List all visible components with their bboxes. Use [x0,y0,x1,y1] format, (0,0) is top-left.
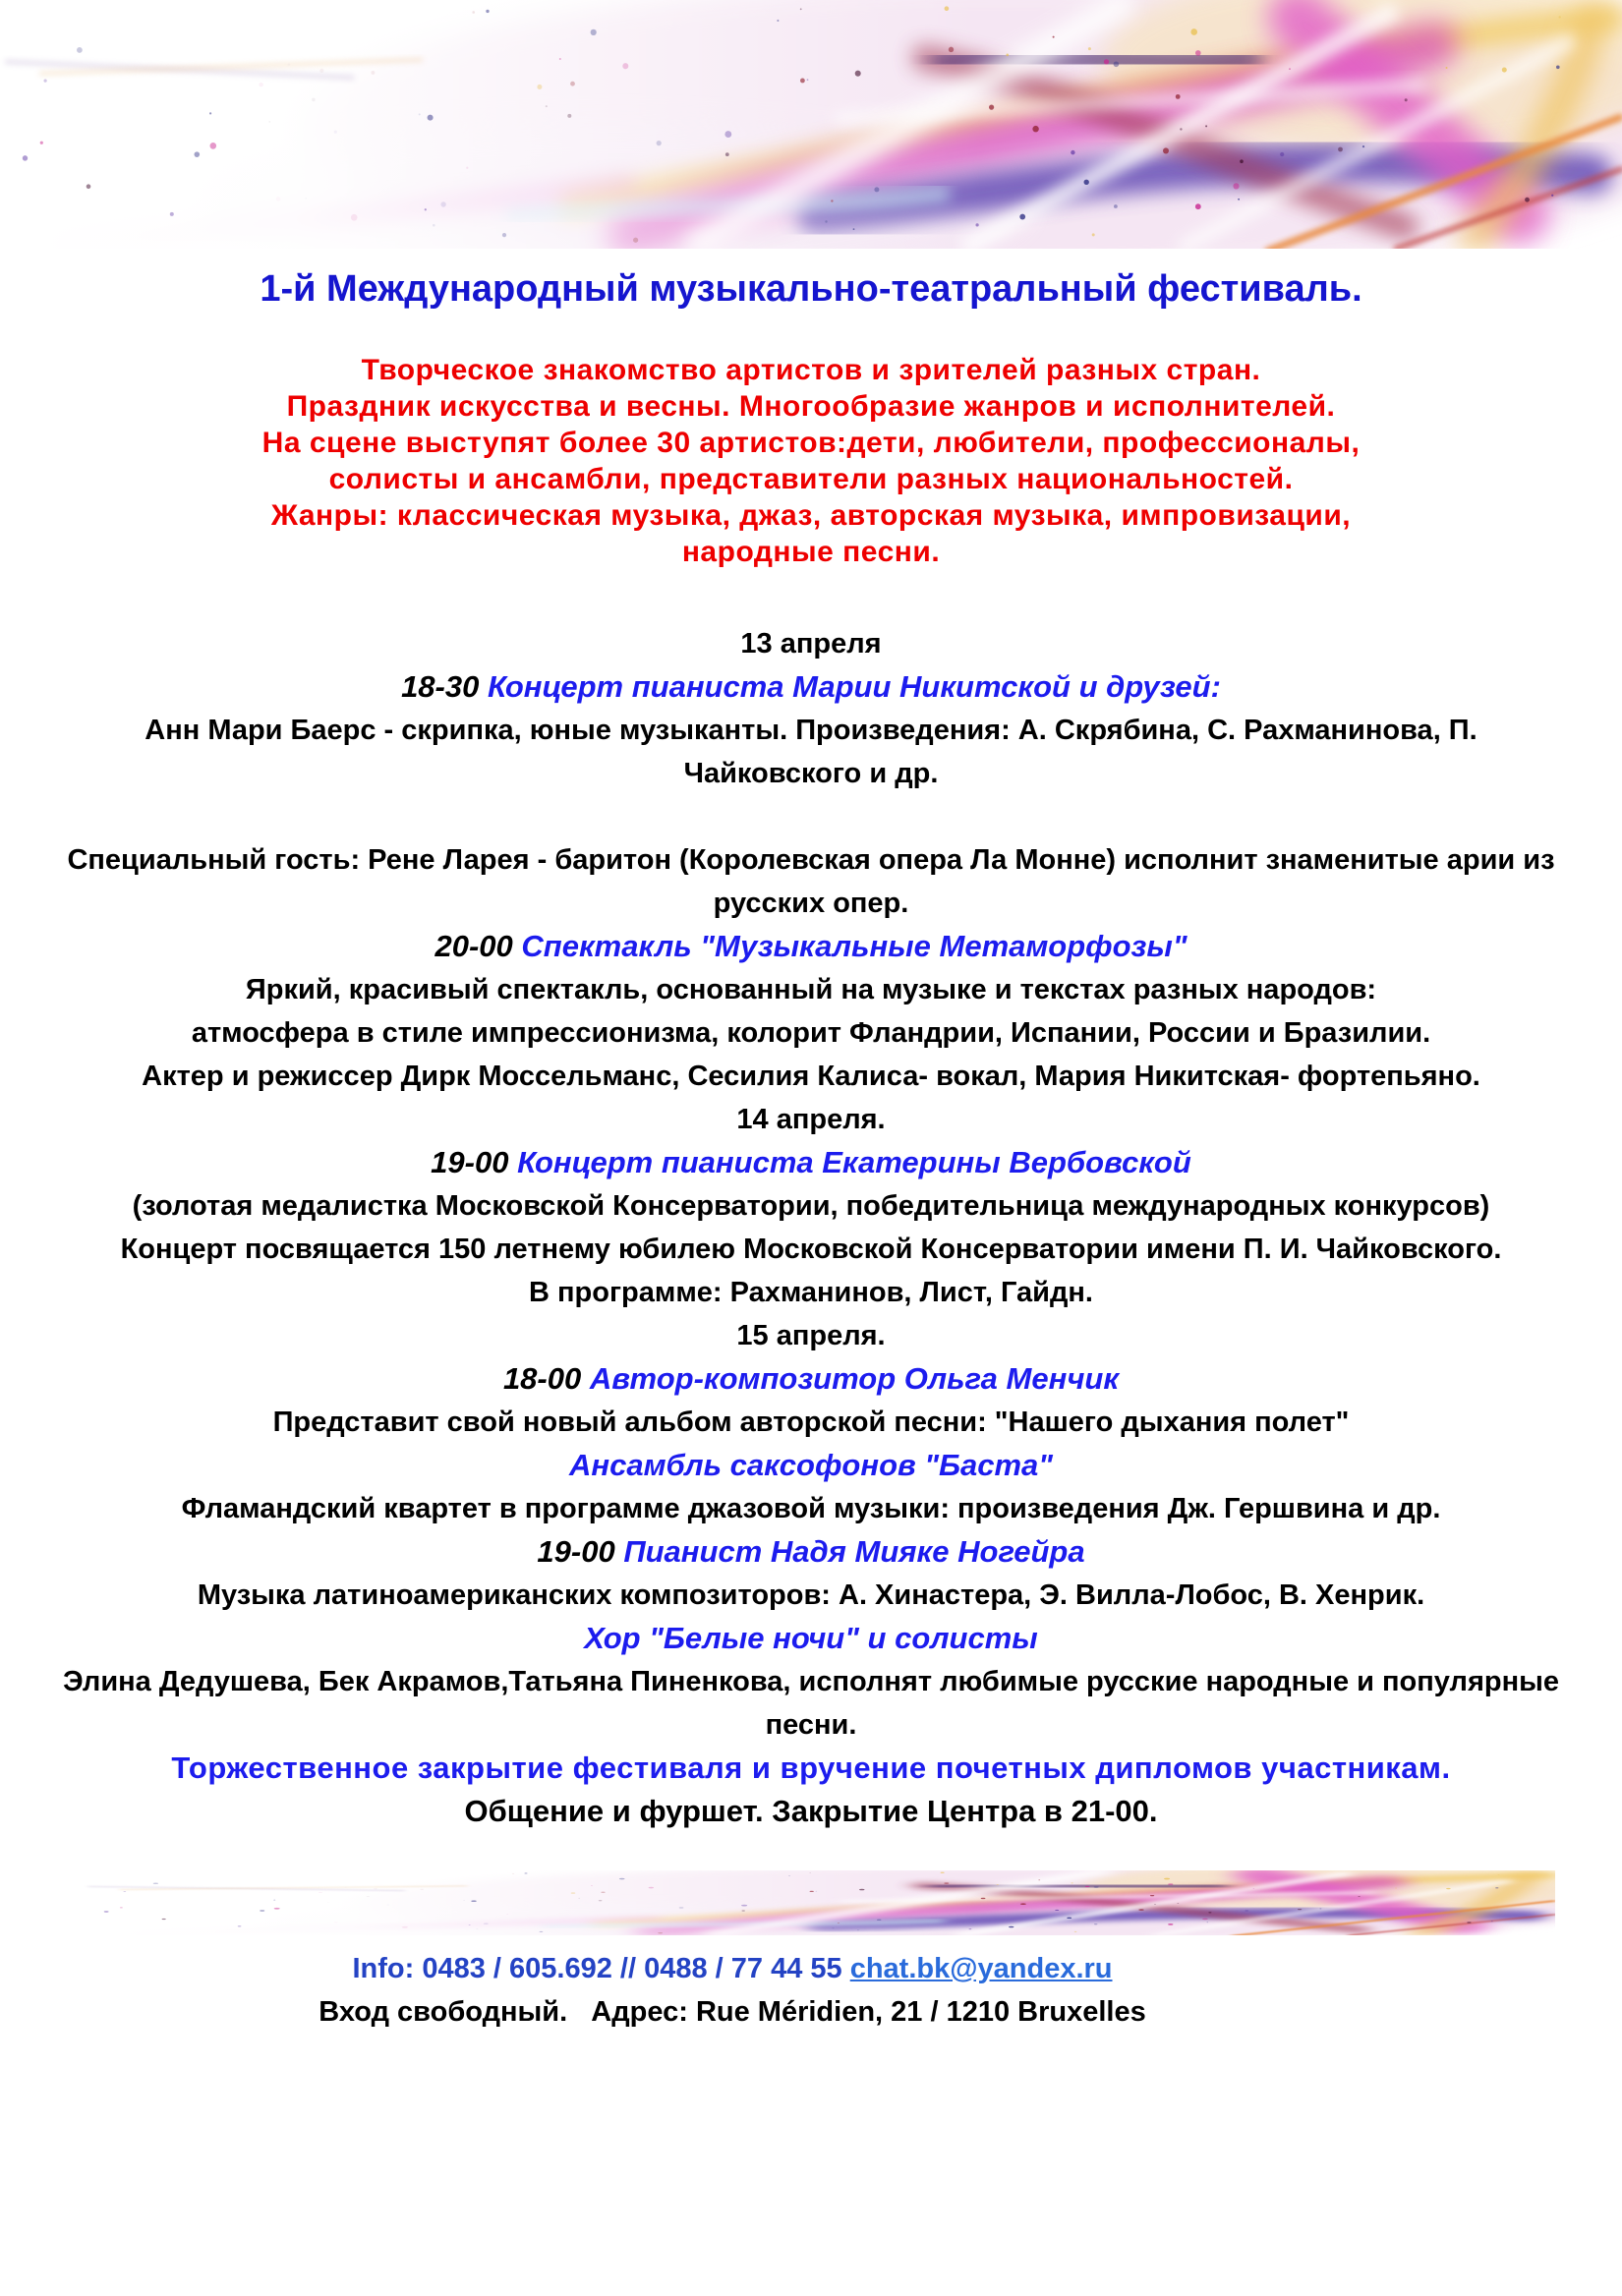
schedule-text: В программе: Рахманинов, Лист, Гайдн. [529,1277,1093,1308]
intro-line: Жанры: классическая музыка, джаз, авторская музыка, импровизации, [270,499,1352,532]
intro-line: солисты и ансамбли, представители разных национальностей. [328,463,1294,495]
event-heading [0,925,1622,968]
event-time: 19-00 [537,1534,624,1569]
event-title: Автор-композитор Ольга Менчик [589,1361,1120,1396]
event-heading [0,1530,1622,1574]
event-time: 18-30 [401,669,488,704]
intro-line: Творческое знакомство артистов и зрителей разных стран. [361,354,1261,386]
event-title: Концерт пианиста Екатерины Вербовской [517,1145,1191,1179]
schedule-date: 14 апреля. [736,1104,886,1135]
intro-line: На сцене выступят более 30 артистов:дети, любители, профессионалы, [261,427,1361,459]
schedule-text: песни. [765,1709,857,1741]
contact-phones: Info: 0483 / 605.692 // 0488 / 77 44 55 [352,1953,850,1984]
event-time: 18-00 [502,1361,590,1396]
schedule-text: Чайковского и др. [683,758,939,789]
footer-abstract-art-image [84,1870,1555,1935]
schedule-date: 13 апреля [740,628,882,660]
event-title: Хор "Белые ночи" и солисты [584,1621,1038,1655]
intro-line: Праздник искусства и весны. Многообразие жанров и исполнителей. [286,390,1336,423]
event-heading [0,665,1622,709]
event-heading [0,1357,1622,1401]
contact-info-line [0,1947,1465,1990]
event-heading [0,1617,1622,1660]
email-link[interactable]: chat.bk@yandex.ru [849,1953,1113,1984]
event-time: 20-00 [434,929,522,963]
schedule-text [0,795,1622,838]
intro-line: народные песни. [681,536,941,568]
footer [0,1947,1465,2034]
schedule-text: Элина Дедушева, Бек Акрамов,Татьяна Пиненкова, исполнят любимые русские народные и популярные [62,1666,1559,1697]
schedule-text: Представит свой новый альбом авторской песни: "Нашего дыхания полет" [272,1406,1350,1438]
schedule-text: Актер и режиссер Дирк Моссельманс, Сесилия Калиса- вокал, Мария Никитская- фортепьяно. [142,1061,1480,1092]
schedule [0,622,1622,1833]
schedule-date: 15 апреля. [736,1320,886,1351]
schedule-text: Музыка латиноамериканских композиторов: А. Хинастера, Э. Вилла-Лобос, В. Хенрик. [197,1579,1425,1611]
schedule-text: Анн Мари Баерс - скрипка, юные музыканты. Произведения: А. Скрябина, С. Рахманинова, П. [145,715,1477,746]
schedule-text: Яркий, красивый спектакль, основанный на музыке и текстах разных народов: [245,974,1377,1005]
schedule-text: Торжественное закрытие фестиваля и вручение почетных дипломов участникам. [171,1751,1451,1785]
schedule-text: (золотая медалистка Московской Консерватории, победительница международных конкурсов) [132,1190,1490,1222]
event-title: Спектакль "Музыкальные Метаморфозы" [521,929,1188,963]
schedule-text: атмосфера в стиле импрессионизма, колорит Фландрии, Испании, России и Бразилии. [191,1017,1431,1049]
intro-block [0,352,1622,570]
page-title: 1-й Международный музыкально-театральный фестиваль. [260,268,1362,310]
event-title: Ансамбль саксофонов "Баста" [569,1448,1053,1482]
event-heading [0,1444,1622,1487]
event-title: Пианист Надя Мияке Ногейра [623,1534,1085,1569]
schedule-text: Фламандский квартет в программе джазовой музыки: произведения Дж. Гершвина и др. [181,1493,1441,1524]
schedule-text: Общение и фуршет. Закрытие Центра в 21-00. [464,1794,1158,1828]
event-heading [0,1141,1622,1184]
event-time: 19-00 [431,1145,518,1179]
schedule-text: Специальный гость: Рене Ларея - баритон (Королевская опера Ла Монне) исполнит знаменитые арии из [67,844,1555,876]
header-abstract-art-image [0,0,1622,249]
address-line: Вход свободный. Адрес: Rue Méridien, 21 / 1210 Bruxelles [319,1996,1146,2028]
event-title: Концерт пианиста Марии Никитской и друзей: [487,669,1221,704]
schedule-text: Концерт посвящается 150 летнему юбилею Московской Консерватории имени П. И. Чайковского. [120,1234,1502,1265]
schedule-text: русских опер. [713,888,909,919]
